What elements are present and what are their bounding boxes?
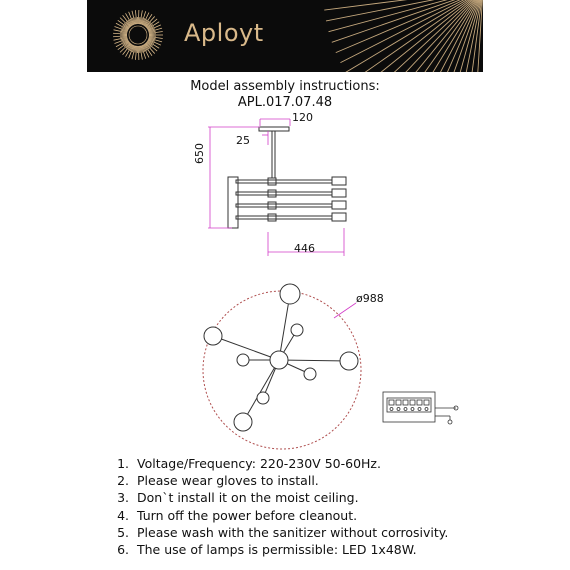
top-view — [203, 284, 361, 449]
dim-width: 446 — [294, 242, 315, 255]
note-item: 6. The use of lamps is permissible: LED 1x48W. — [133, 541, 448, 558]
brand-name: Aployt — [184, 19, 264, 47]
note-item: 2. Please wear gloves to install. — [133, 472, 448, 489]
dim-diameter: ø988 — [356, 292, 384, 305]
dim-top-width: 120 — [292, 111, 313, 124]
model-number: APL.017.07.48 — [237, 95, 333, 110]
dim-height: 650 — [193, 143, 206, 164]
note-item: 1. Voltage/Frequency: 220-230V 50-60Hz. — [133, 455, 448, 472]
note-item: 3. Don`t install it on the moist ceiling. — [133, 489, 448, 506]
dim-mount: 25 — [236, 134, 250, 147]
wiring-diagram-icon — [383, 392, 458, 424]
note-item: 5. Please wash with the sanitizer without corrosivity. — [133, 524, 448, 541]
note-item: 4. Turn off the power before cleanout. — [133, 507, 448, 524]
page-title: Model assembly instructions: — [190, 79, 380, 94]
instructions-list — [95, 455, 448, 558]
